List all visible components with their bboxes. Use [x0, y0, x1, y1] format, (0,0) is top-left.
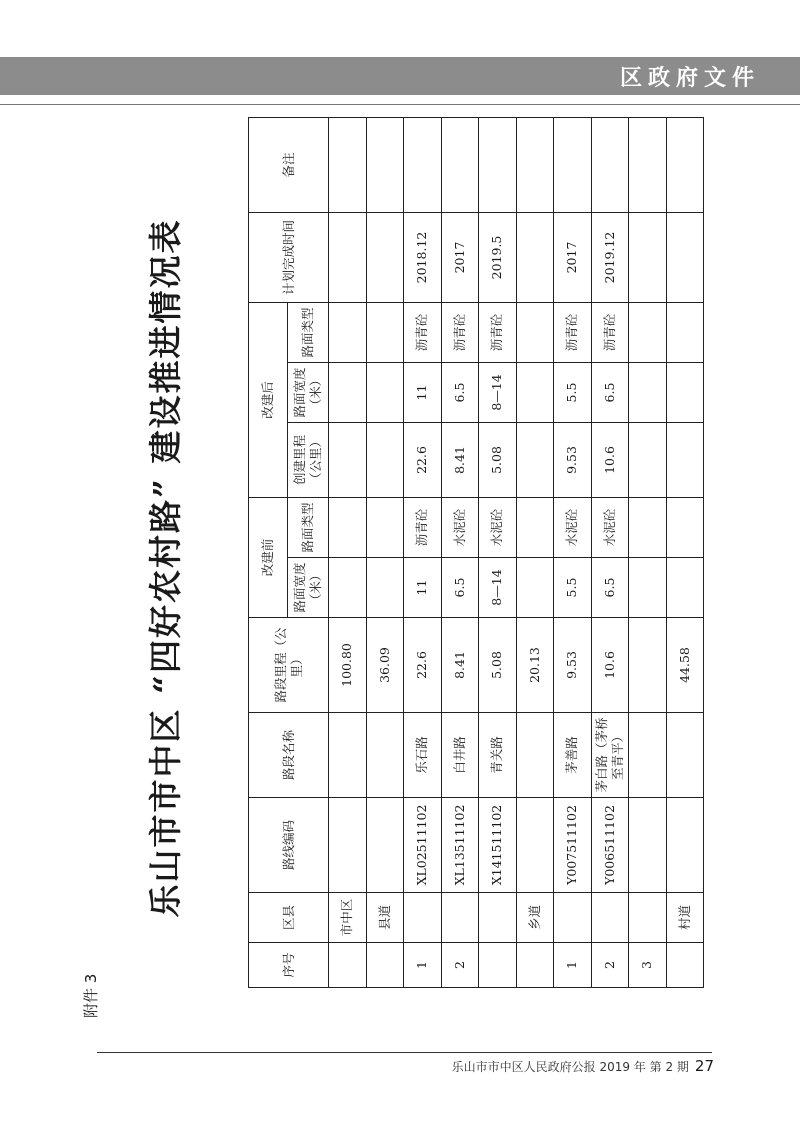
cell-bt: [516, 497, 554, 557]
cell-mileage: 9.53: [554, 618, 592, 713]
cell-bt: [329, 497, 367, 557]
cell-am: 5.08: [479, 422, 517, 497]
cell-name: 白井路: [441, 713, 479, 798]
cell-code: X141511102: [479, 798, 517, 893]
cell-code: XL13511102: [441, 798, 479, 893]
cell-mileage: 20.13: [516, 618, 554, 713]
cell-am: [329, 422, 367, 497]
cell-name: [666, 713, 704, 798]
cell-county: [591, 893, 629, 943]
cell-name: [366, 713, 404, 798]
cell-bw: 11: [404, 558, 442, 618]
header-code: 路线编码: [249, 798, 329, 893]
cell-county: [441, 893, 479, 943]
cell-county: [554, 893, 592, 943]
cell-am: 8.41: [441, 422, 479, 497]
cell-code: [666, 798, 704, 893]
header-county: 区县: [249, 893, 329, 943]
table-row: [591, 117, 629, 987]
cell-mileage: 44.58: [666, 618, 704, 713]
cell-aw: [516, 362, 554, 422]
cell-at: 沥青砼: [591, 302, 629, 362]
header-before: 改建前: [249, 497, 288, 617]
cell-am: 9.53: [554, 422, 592, 497]
cell-at: 沥青砼: [441, 302, 479, 362]
cell-name: 茅善路: [554, 713, 592, 798]
table-row: [329, 117, 367, 987]
table-header-row: [249, 117, 288, 987]
cell-bw: 6.5: [591, 558, 629, 618]
cell-mileage: 5.08: [479, 618, 517, 713]
cell-am: [629, 422, 667, 497]
cell-no: [329, 943, 367, 988]
cell-name: 乐石路: [404, 713, 442, 798]
cell-county: 市中区: [329, 893, 367, 943]
cell-bt: 水泥砼: [591, 497, 629, 557]
cell-time: [516, 212, 554, 302]
cell-bt: [666, 497, 704, 557]
cell-mileage: [629, 618, 667, 713]
header-after-mileage: 创建里程（公里）: [288, 422, 329, 497]
cell-aw: 6.5: [441, 362, 479, 422]
cell-bt: 水泥砼: [554, 497, 592, 557]
cell-mileage: 36.09: [366, 618, 404, 713]
cell-no: 2: [441, 943, 479, 988]
cell-county: 县道: [366, 893, 404, 943]
road-progress-table: [248, 117, 704, 988]
cell-am: [666, 422, 704, 497]
cell-bt: 沥青砼: [404, 497, 442, 557]
cell-note: [629, 117, 667, 212]
cell-county: 乡道: [516, 893, 554, 943]
cell-time: [666, 212, 704, 302]
cell-name: 青关路: [479, 713, 517, 798]
cell-no: [516, 943, 554, 988]
cell-am: 10.6: [591, 422, 629, 497]
header-before-width: 路面宽度（米）: [288, 558, 329, 618]
cell-aw: 8—14: [479, 362, 517, 422]
cell-bw: 6.5: [441, 558, 479, 618]
cell-time: 2017: [554, 212, 592, 302]
cell-bw: 5.5: [554, 558, 592, 618]
cell-aw: [666, 362, 704, 422]
cell-at: 沥青砼: [479, 302, 517, 362]
table-row: [366, 117, 404, 987]
cell-time: [366, 212, 404, 302]
cell-aw: [629, 362, 667, 422]
header-mileage: 路段里程（公里）: [249, 618, 329, 713]
banner-title: 区政府文件: [619, 66, 760, 91]
cell-time: 2018.12: [404, 212, 442, 302]
cell-bt: 水泥砼: [441, 497, 479, 557]
cell-at: 沥青砼: [554, 302, 592, 362]
table-row: [479, 117, 517, 987]
cell-no: 3: [629, 943, 667, 988]
table-row: [404, 117, 442, 987]
cell-am: [366, 422, 404, 497]
header-name: 路段名称: [249, 713, 329, 798]
cell-at: [366, 302, 404, 362]
header-divider: [0, 104, 800, 105]
cell-mileage: 100.80: [329, 618, 367, 713]
header-after: 改建后: [249, 302, 288, 497]
cell-aw: 5.5: [554, 362, 592, 422]
cell-aw: [329, 362, 367, 422]
cell-name: [516, 713, 554, 798]
cell-bw: [516, 558, 554, 618]
cell-bw: [629, 558, 667, 618]
footer: [452, 1057, 714, 1075]
footer-divider: [97, 1052, 712, 1053]
cell-aw: 11: [404, 362, 442, 422]
cell-code: [329, 798, 367, 893]
cell-no: [666, 943, 704, 988]
cell-note: [666, 117, 704, 212]
cell-code: [366, 798, 404, 893]
cell-note: [404, 117, 442, 212]
cell-at: [516, 302, 554, 362]
cell-time: [629, 212, 667, 302]
cell-time: 2017: [441, 212, 479, 302]
cell-bw: 8—14: [479, 558, 517, 618]
cell-county: [404, 893, 442, 943]
cell-code: [516, 798, 554, 893]
cell-code: [629, 798, 667, 893]
cell-code: Y006511102: [591, 798, 629, 893]
attachment-label: 附件 3: [82, 973, 100, 1018]
cell-no: [479, 943, 517, 988]
rotated-page-content: [80, 118, 720, 1018]
cell-mileage: 8.41: [441, 618, 479, 713]
cell-note: [366, 117, 404, 212]
cell-note: [554, 117, 592, 212]
cell-aw: [366, 362, 404, 422]
header-after-width: 路面宽度（米）: [288, 362, 329, 422]
cell-at: 沥青砼: [404, 302, 442, 362]
cell-note: [591, 117, 629, 212]
cell-mileage: 22.6: [404, 618, 442, 713]
header-plan-time: 计划完成时间: [249, 212, 329, 302]
page-number: 27: [694, 1057, 714, 1075]
cell-time: 2019.5: [479, 212, 517, 302]
table-row: [554, 117, 592, 987]
cell-no: 1: [554, 943, 592, 988]
cell-name: [329, 713, 367, 798]
cell-am: [516, 422, 554, 497]
cell-county: [479, 893, 517, 943]
cell-county: 村道: [666, 893, 704, 943]
cell-bw: [666, 558, 704, 618]
cell-bt: [366, 497, 404, 557]
header-after-type: 路面类型: [288, 302, 329, 362]
cell-note: [516, 117, 554, 212]
cell-mileage: 10.6: [591, 618, 629, 713]
cell-code: XL02511102: [404, 798, 442, 893]
footer-text: 乐山市市中区人民政府公报 2019 年 第 2 期: [451, 1060, 689, 1074]
header-no: 序号: [249, 943, 329, 988]
document-title: 乐山市市中区 “四好农村路” 建设推进情况表: [146, 218, 185, 918]
cell-time: [329, 212, 367, 302]
cell-name: [629, 713, 667, 798]
table-row: [516, 117, 554, 987]
cell-no: [366, 943, 404, 988]
cell-at: [629, 302, 667, 362]
cell-am: 22.6: [404, 422, 442, 497]
table-body: [329, 117, 704, 987]
cell-note: [329, 117, 367, 212]
table-row: [441, 117, 479, 987]
table-row: [666, 117, 704, 987]
cell-bt: [629, 497, 667, 557]
cell-time: 2019.12: [591, 212, 629, 302]
cell-note: [441, 117, 479, 212]
cell-no: 2: [591, 943, 629, 988]
header-before-type: 路面类型: [288, 497, 329, 557]
cell-bt: 水泥砼: [479, 497, 517, 557]
cell-county: [629, 893, 667, 943]
header-banner: [0, 57, 800, 95]
header-note: 备注: [249, 117, 329, 212]
cell-name: 茅白路（茅桥至青平）: [591, 713, 629, 798]
cell-no: 1: [404, 943, 442, 988]
cell-bw: [366, 558, 404, 618]
cell-bw: [329, 558, 367, 618]
cell-aw: 6.5: [591, 362, 629, 422]
cell-at: [666, 302, 704, 362]
cell-code: Y007511102: [554, 798, 592, 893]
table-row: [629, 117, 667, 987]
cell-at: [329, 302, 367, 362]
cell-note: [479, 117, 517, 212]
